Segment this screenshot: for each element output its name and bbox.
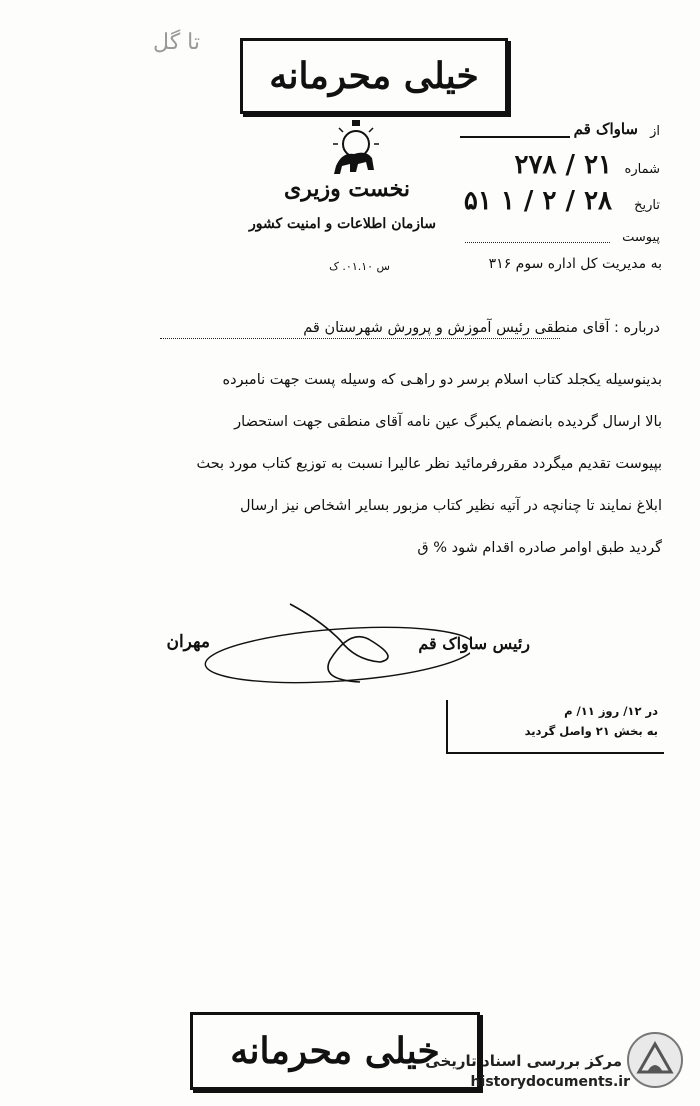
recipient-line: به مدیریت کل اداره سوم ۳۱۶ xyxy=(488,256,662,272)
signature-title: رئیس ساواک قم xyxy=(418,634,530,653)
watermark-url: historydocuments.ir xyxy=(470,1074,630,1090)
recipient-code: س ۰۱.۱۰. ک xyxy=(329,260,390,273)
receipt-line-1: در ۱۲/ روز ۱۱/ م xyxy=(564,704,658,718)
subject-label: درباره : xyxy=(613,320,660,336)
org-subtitle: سازمان اطلاعات و امنیت کشور xyxy=(249,216,436,232)
subject-dotline xyxy=(160,338,560,339)
date-label: تاریخ xyxy=(634,198,660,213)
body-line-5: گردید طبق اوامر صادره اقدام شود % ق xyxy=(417,540,662,556)
top-smudge: تا گل xyxy=(153,30,200,55)
from-label: از xyxy=(650,124,660,139)
top-stamp-text: خیلی محرمانه xyxy=(269,55,479,97)
from-value: ساواک قم xyxy=(573,120,638,138)
watermark-title: مرکز بررسی اسناد تاریخی xyxy=(425,1052,622,1070)
top-classification-stamp xyxy=(240,38,508,114)
bottom-stamp-text: خیلی محرمانه xyxy=(230,1030,440,1072)
subject-value: آقای منطقی رئیس آموزش و پرورش شهرستان قم xyxy=(303,320,610,336)
attachment-row xyxy=(455,228,660,250)
signature-name: مهران xyxy=(166,632,210,652)
body-line-3: بپیوست تقدیم میگردد مقررفرمائید نظر عالیرا نسبت به توزیع کتاب مورد بحث xyxy=(196,456,662,472)
number-value: ۲۱ / ۲۷۸ xyxy=(514,150,612,180)
lion-and-sun-emblem-icon xyxy=(322,118,386,180)
receipt-stamp xyxy=(446,700,664,754)
bottom-classification-stamp xyxy=(190,1012,480,1090)
body-line-4: ابلاغ نمایند تا چنانچه در آتیه نظیر کتاب مزبور بسایر اشخاص نیز ارسال xyxy=(240,498,662,514)
body-line-2: بالا ارسال گردیده بانضمام یکبرگ عین نامه آقای منطقی جهت استحضار xyxy=(234,414,662,430)
number-label: شماره xyxy=(624,162,660,177)
subject-line xyxy=(40,320,660,336)
body-line-1: بدینوسیله یکجلد کتاب اسلام برسر دو راهـی که وسیله پست جهت نامبرده xyxy=(222,372,662,388)
from-row xyxy=(455,122,660,144)
date-row xyxy=(455,186,660,222)
number-row xyxy=(455,150,660,184)
attachment-label: پیوست xyxy=(622,230,660,245)
header-fields xyxy=(455,118,660,258)
org-title: نخست وزیری xyxy=(284,176,410,202)
date-value: ۲۸ / ۲ / ۱ ۵۱ xyxy=(463,186,612,216)
receipt-line-2: به بخش ۲۱ واصل گردید xyxy=(524,724,658,738)
from-underline xyxy=(460,136,570,138)
archive-logo-icon xyxy=(625,1030,685,1090)
attachment-dotline xyxy=(465,242,610,243)
